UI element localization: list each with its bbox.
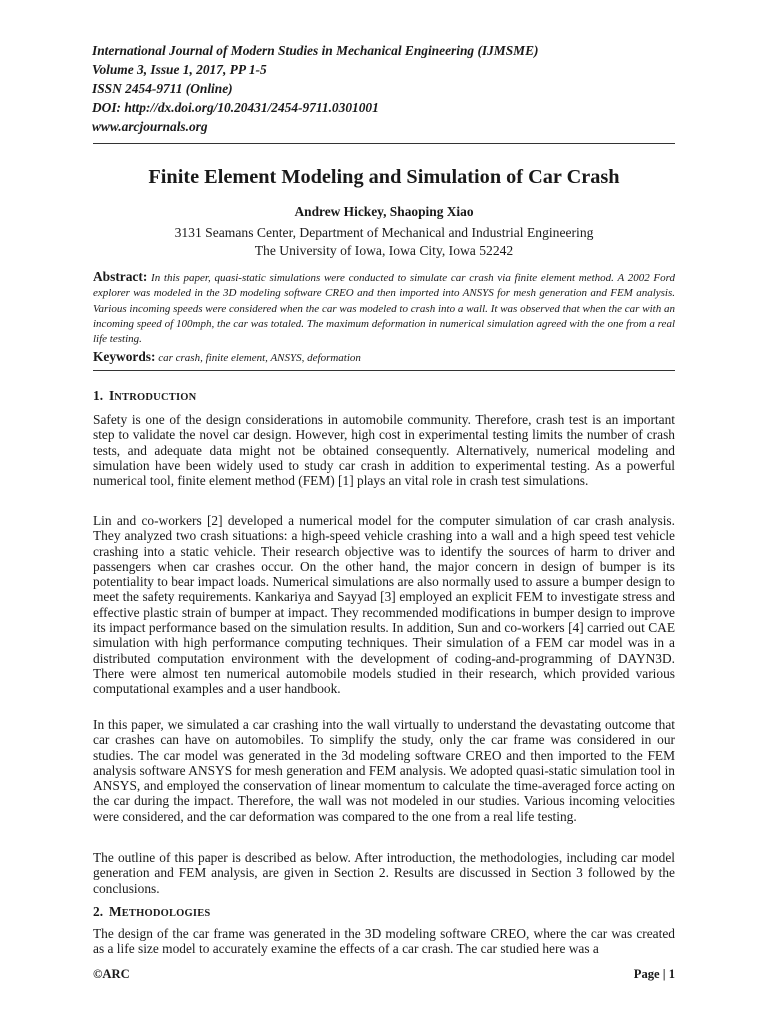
intro-paragraph-2: Lin and co-workers [2] developed a numerical model for the computer simulation of car crash analysis. They analyzed two crash situations: a high-speed vehicle crashing into a wall and a high speed test vehicle crashing into a static vehicle. Their research objective was to identify the sources of harm to driver and passengers when car crashes occur. On the other hand, the major concern in design of bumper is its potentiality to bear impact loads. Numerical simulations are also normally used to assure a bumper design to meet the safety requirements. Kankariya and Sayyad [3] employed an explicit FEM to investigate stress and effective plastic strain of bumper at impact. They recommended modifications in bumper design to improve its impact performance based on the simulation results. In addition, Sun and co-workers [4] carried out CAE simulation with high performance computing techniques. Their simulation of a FEM car model was in a distributed computation environment with the development of coding-and-programming of DAYN3D. There were almost ten numerical automobile models studied in their research, which provided various computational examples and a user handbook. <box>93 513 675 697</box>
journal-issn: ISSN 2454-9711 (Online) <box>92 81 233 96</box>
keywords-label: Keywords: <box>93 349 156 364</box>
paper-title: Finite Element Modeling and Simulation of Car Crash <box>148 166 620 188</box>
affiliation-line-1: 3131 Seamans Center, Department of Mechanical and Industrial Engineering <box>174 225 594 240</box>
section-title-rest: ETHODOLOGIES <box>121 908 211 919</box>
journal-website: www.arcjournals.org <box>92 119 208 134</box>
keywords <box>93 348 675 367</box>
section-heading-methodologies <box>93 903 210 923</box>
abstract-divider <box>93 370 675 371</box>
intro-paragraph-4: The outline of this paper is described as below. After introduction, the methodologies, including car model generation and FEM analysis, are given in Section 2. Results are discussed in Section 3 followed by the conclusions. <box>93 850 675 896</box>
footer-page-number: Page | 1 <box>633 967 675 981</box>
abstract-text: In this paper, quasi-static simulations were conducted to simulate car crash via finite element method. A 2002 Ford explorer was modeled in the 3D modeling software CREO and then imported into ANSYS for mesh generation and FEM analysis. Various incoming speeds were considered when the car was modeled to crash into a wall. It was observed that when the car with an incoming speed of 100mph, the car was totaled. The maximum deformation in numerical simulation agreed with the one from a real life testing. <box>93 272 676 346</box>
affiliation-line-2: The University of Iowa, Iowa City, Iowa 52242 <box>254 243 514 258</box>
journal-header <box>92 41 692 136</box>
section-number: 1. <box>93 388 104 403</box>
footer-copyright: ©ARC <box>93 967 130 981</box>
paper-affiliation <box>93 224 675 260</box>
section-first-letter: I <box>109 388 115 403</box>
abstract <box>93 269 675 347</box>
section-number: 2. <box>93 904 104 919</box>
keywords-text: car crash, finite element, ANSYS, deformation <box>158 352 361 364</box>
section-title-rest: NTRODUCTION <box>114 392 197 403</box>
journal-doi: DOI: http://dx.doi.org/10.20431/2454-9711.0301001 <box>92 100 379 115</box>
section-heading-introduction <box>93 387 196 407</box>
journal-volume: Volume 3, Issue 1, 2017, PP 1-5 <box>92 62 267 77</box>
header-divider <box>93 143 675 144</box>
journal-name: International Journal of Modern Studies in Mechanical Engineering (IJMSME) <box>92 43 539 58</box>
intro-paragraph-1: Safety is one of the design considerations in automobile community. Therefore, crash test is an important step to validate the novel car design. However, high cost in experimental testing limits the number of crash tests, and adequate data might not be obtained consequently. Alternatively, numerical modeling and simulation have been widely used to study car crash in addition to experimental testing. As a powerful numerical tool, finite element method (FEM) [1] plays an vital role in crash test simulations. <box>93 412 675 489</box>
abstract-label: Abstract: <box>93 269 148 284</box>
paper-authors: Andrew Hickey, Shaoping Xiao <box>294 204 474 219</box>
methods-paragraph-1: The design of the car frame was generated in the 3D modeling software CREO, where the car was created as a life size model to accurately examine the effects of a car crash. The car studied here was a <box>93 926 675 957</box>
intro-paragraph-3: In this paper, we simulated a car crashing into the wall virtually to understand the devastating outcome that car crashes can have on automobiles. To simplify the study, only the car frame was considered in our studies. The car model was generated in the 3d modeling software CREO and then imported to the FEM analysis software ANSYS for mesh generation and FEM analysis. We adopted quasi-static simulation tool in ANSYS, and employed the conservation of linear momentum to calculate the time-averaged force acting on the car during the impact. Therefore, the wall was not modeled in our studies. Various incoming velocities were considered, and the car deformation was compared to the one from a real life testing. <box>93 717 675 824</box>
section-first-letter: M <box>109 904 122 919</box>
